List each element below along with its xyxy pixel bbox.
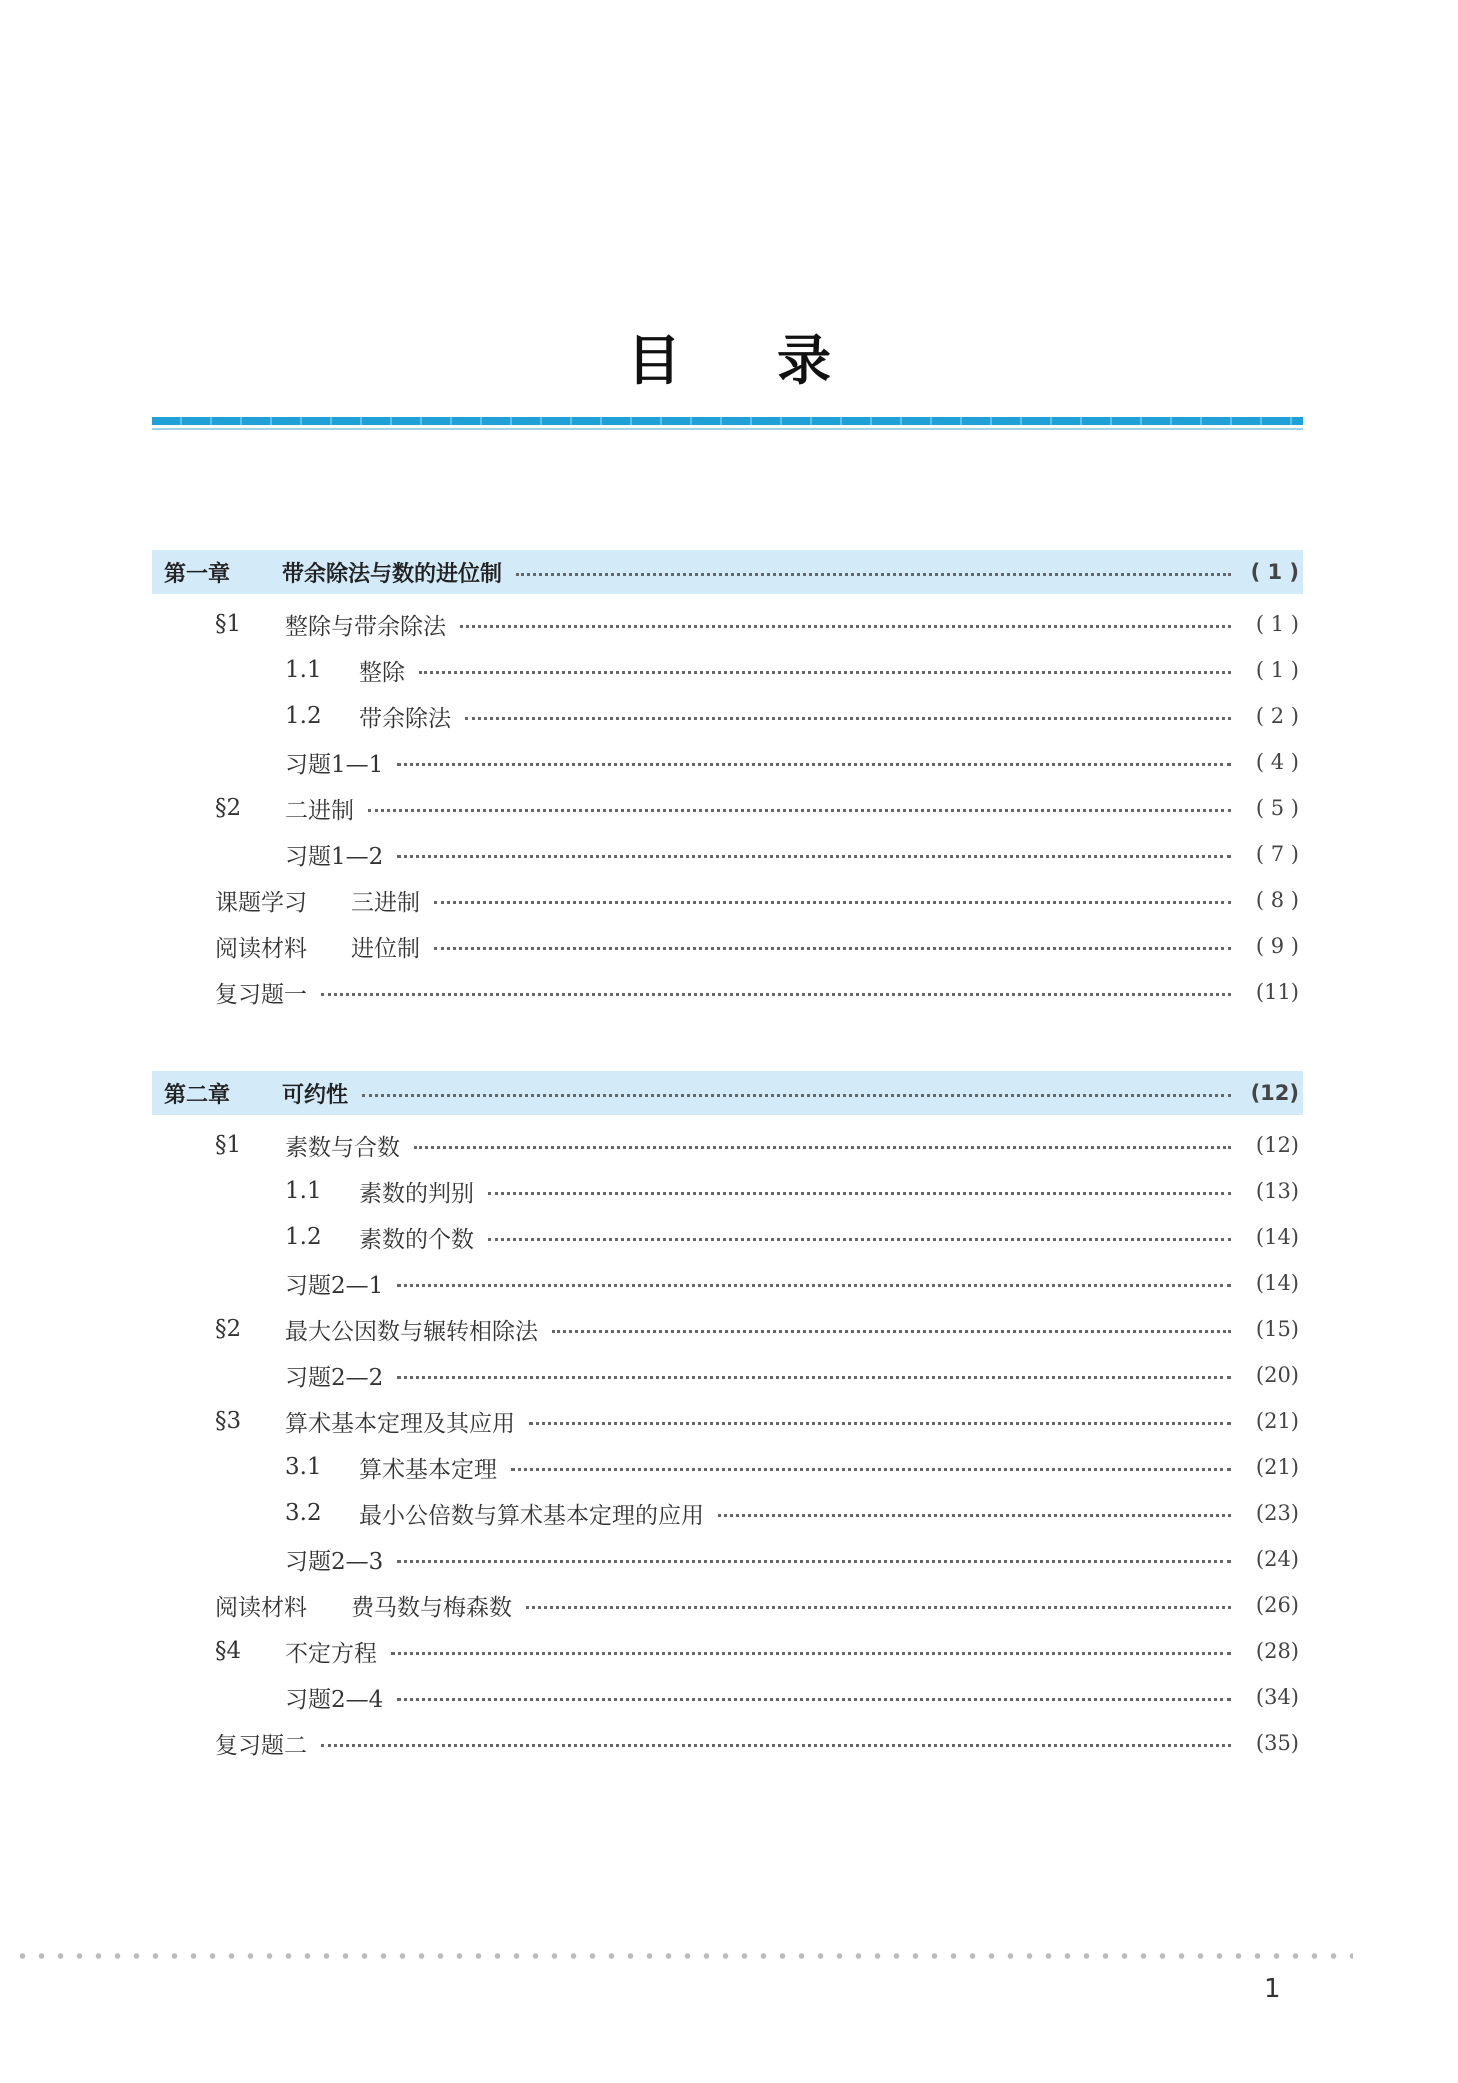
chapter-heading[interactable] bbox=[152, 1071, 1303, 1115]
toc-entry[interactable] bbox=[152, 1582, 1303, 1628]
entry-label: 3.1 bbox=[285, 1454, 322, 1480]
chapter-label: 第一章 bbox=[164, 561, 231, 587]
entry-page: ( 4 ) bbox=[1255, 750, 1299, 774]
leader-dots bbox=[414, 1146, 1231, 1149]
entry-label: §1 bbox=[215, 1132, 242, 1158]
leader-dots bbox=[362, 1094, 1231, 1097]
entry-page: ( 7 ) bbox=[1255, 842, 1299, 866]
entry-title: 整除与带余除法 bbox=[285, 613, 446, 640]
toc-entry[interactable] bbox=[152, 1306, 1303, 1352]
title-char: 目 bbox=[627, 329, 681, 392]
entry-title: 素数的个数 bbox=[359, 1226, 474, 1253]
title-divider bbox=[152, 417, 1303, 425]
toc-entry[interactable] bbox=[152, 1536, 1303, 1582]
leader-dots bbox=[419, 671, 1231, 674]
entry-title: 习题2—4 bbox=[285, 1686, 384, 1713]
entry-title: 三进制 bbox=[351, 889, 420, 916]
entry-label: 课题学习 bbox=[215, 889, 307, 916]
entry-label: 1.2 bbox=[285, 703, 322, 729]
chapter-2-block bbox=[152, 1071, 1303, 1766]
entry-title: 进位制 bbox=[351, 935, 420, 962]
leader-dots bbox=[434, 947, 1231, 950]
leader-dots bbox=[552, 1330, 1231, 1333]
entry-title: 整除 bbox=[359, 659, 405, 686]
footer-dotted-line bbox=[13, 1953, 1353, 1959]
entry-title: 最小公倍数与算术基本定理的应用 bbox=[359, 1502, 704, 1529]
entry-title: 习题2—1 bbox=[285, 1272, 384, 1299]
entry-title: 习题1—2 bbox=[285, 843, 384, 870]
entry-title: 不定方程 bbox=[285, 1640, 377, 1667]
toc-entry[interactable] bbox=[152, 1352, 1303, 1398]
toc-entry[interactable] bbox=[152, 1490, 1303, 1536]
toc-entry[interactable] bbox=[152, 1674, 1303, 1720]
entry-title: 算术基本定理及其应用 bbox=[285, 1410, 515, 1437]
entry-title: 素数与合数 bbox=[285, 1134, 400, 1161]
toc-entry[interactable] bbox=[152, 601, 1303, 647]
leader-dots bbox=[397, 1560, 1231, 1563]
toc-entry[interactable] bbox=[152, 969, 1303, 1015]
entry-page: ( 5 ) bbox=[1255, 796, 1299, 820]
toc-entry[interactable] bbox=[152, 877, 1303, 923]
entry-page: (13) bbox=[1255, 1179, 1299, 1203]
toc-entry[interactable] bbox=[152, 693, 1303, 739]
toc-entry[interactable] bbox=[152, 1122, 1303, 1168]
entry-title: 复习题一 bbox=[215, 981, 307, 1008]
chapter-heading[interactable] bbox=[152, 550, 1303, 594]
entry-title: 二进制 bbox=[285, 797, 354, 824]
entry-page: (11) bbox=[1255, 980, 1299, 1004]
entry-page: (26) bbox=[1255, 1593, 1299, 1617]
leader-dots bbox=[718, 1514, 1231, 1517]
entry-page: (20) bbox=[1255, 1363, 1299, 1387]
entry-page: (28) bbox=[1255, 1639, 1299, 1663]
toc-entry[interactable] bbox=[152, 1168, 1303, 1214]
entry-page: (15) bbox=[1255, 1317, 1299, 1341]
leader-dots bbox=[434, 901, 1231, 904]
entry-page: (12) bbox=[1255, 1133, 1299, 1157]
toc-entry[interactable] bbox=[152, 647, 1303, 693]
title-char: 录 bbox=[777, 329, 831, 392]
entry-label: §2 bbox=[215, 795, 242, 821]
entry-page: (23) bbox=[1255, 1501, 1299, 1525]
chapter-label: 第二章 bbox=[164, 1082, 231, 1108]
entry-title: 费马数与梅森数 bbox=[351, 1594, 512, 1621]
entry-page: ( 8 ) bbox=[1255, 888, 1299, 912]
entry-page: ( 1 ) bbox=[1255, 658, 1299, 682]
chapter-page: ( 1 ) bbox=[1250, 560, 1299, 584]
leader-dots bbox=[460, 625, 1231, 628]
leader-dots bbox=[488, 1238, 1231, 1241]
entry-label: 阅读材料 bbox=[215, 1594, 307, 1621]
entry-title: 复习题二 bbox=[215, 1732, 307, 1759]
toc-entry[interactable] bbox=[152, 785, 1303, 831]
entry-label: 1.1 bbox=[285, 1178, 322, 1204]
leader-dots bbox=[397, 1284, 1231, 1287]
leader-dots bbox=[397, 1376, 1231, 1379]
leader-dots bbox=[368, 809, 1231, 812]
leader-dots bbox=[516, 573, 1231, 576]
entry-title: 习题2—3 bbox=[285, 1548, 384, 1575]
entry-label: 1.2 bbox=[285, 1224, 322, 1250]
leader-dots bbox=[465, 717, 1231, 720]
chapter-title: 可约性 bbox=[282, 1082, 349, 1108]
page-number: 1 bbox=[1264, 1974, 1281, 2004]
entry-page: (35) bbox=[1255, 1731, 1299, 1755]
toc-entry[interactable] bbox=[152, 1444, 1303, 1490]
leader-dots bbox=[511, 1468, 1231, 1471]
entry-page: ( 2 ) bbox=[1255, 704, 1299, 728]
leader-dots bbox=[397, 763, 1231, 766]
leader-dots bbox=[526, 1606, 1231, 1609]
chapter-1-block bbox=[152, 550, 1303, 1015]
toc-entry[interactable] bbox=[152, 923, 1303, 969]
page-title bbox=[0, 318, 1458, 395]
entry-page: (21) bbox=[1255, 1455, 1299, 1479]
leader-dots bbox=[391, 1652, 1231, 1655]
chapter-page: (12) bbox=[1250, 1081, 1299, 1105]
entry-page: ( 9 ) bbox=[1255, 934, 1299, 958]
entry-label: §1 bbox=[215, 611, 242, 637]
entry-page: (14) bbox=[1255, 1271, 1299, 1295]
entry-title: 习题2—2 bbox=[285, 1364, 384, 1391]
entry-label: 1.1 bbox=[285, 657, 322, 683]
leader-dots bbox=[321, 993, 1231, 996]
toc-entry[interactable] bbox=[152, 1398, 1303, 1444]
entry-label: 3.2 bbox=[285, 1500, 322, 1526]
leader-dots bbox=[321, 1744, 1231, 1747]
entry-label: §3 bbox=[215, 1408, 242, 1434]
entry-title: 带余除法 bbox=[359, 705, 451, 732]
entry-title: 素数的判别 bbox=[359, 1180, 474, 1207]
toc-entry[interactable] bbox=[152, 739, 1303, 785]
leader-dots bbox=[529, 1422, 1231, 1425]
entry-label: §2 bbox=[215, 1316, 242, 1342]
entry-page: (21) bbox=[1255, 1409, 1299, 1433]
chapter-title: 带余除法与数的进位制 bbox=[282, 561, 503, 587]
toc-entry[interactable] bbox=[152, 1720, 1303, 1766]
entry-title: 算术基本定理 bbox=[359, 1456, 497, 1483]
toc-entry[interactable] bbox=[152, 1260, 1303, 1306]
toc-entry[interactable] bbox=[152, 831, 1303, 877]
entry-page: (34) bbox=[1255, 1685, 1299, 1709]
entry-page: (14) bbox=[1255, 1225, 1299, 1249]
leader-dots bbox=[488, 1192, 1231, 1195]
entry-label: 阅读材料 bbox=[215, 935, 307, 962]
leader-dots bbox=[397, 855, 1231, 858]
entry-title: 最大公因数与辗转相除法 bbox=[285, 1318, 538, 1345]
leader-dots bbox=[397, 1698, 1231, 1701]
entry-label: §4 bbox=[215, 1638, 242, 1664]
entry-title: 习题1—1 bbox=[285, 751, 384, 778]
entry-page: ( 1 ) bbox=[1255, 612, 1299, 636]
toc-entry[interactable] bbox=[152, 1628, 1303, 1674]
entry-page: (24) bbox=[1255, 1547, 1299, 1571]
title-divider-thin bbox=[152, 428, 1303, 430]
toc-entry[interactable] bbox=[152, 1214, 1303, 1260]
